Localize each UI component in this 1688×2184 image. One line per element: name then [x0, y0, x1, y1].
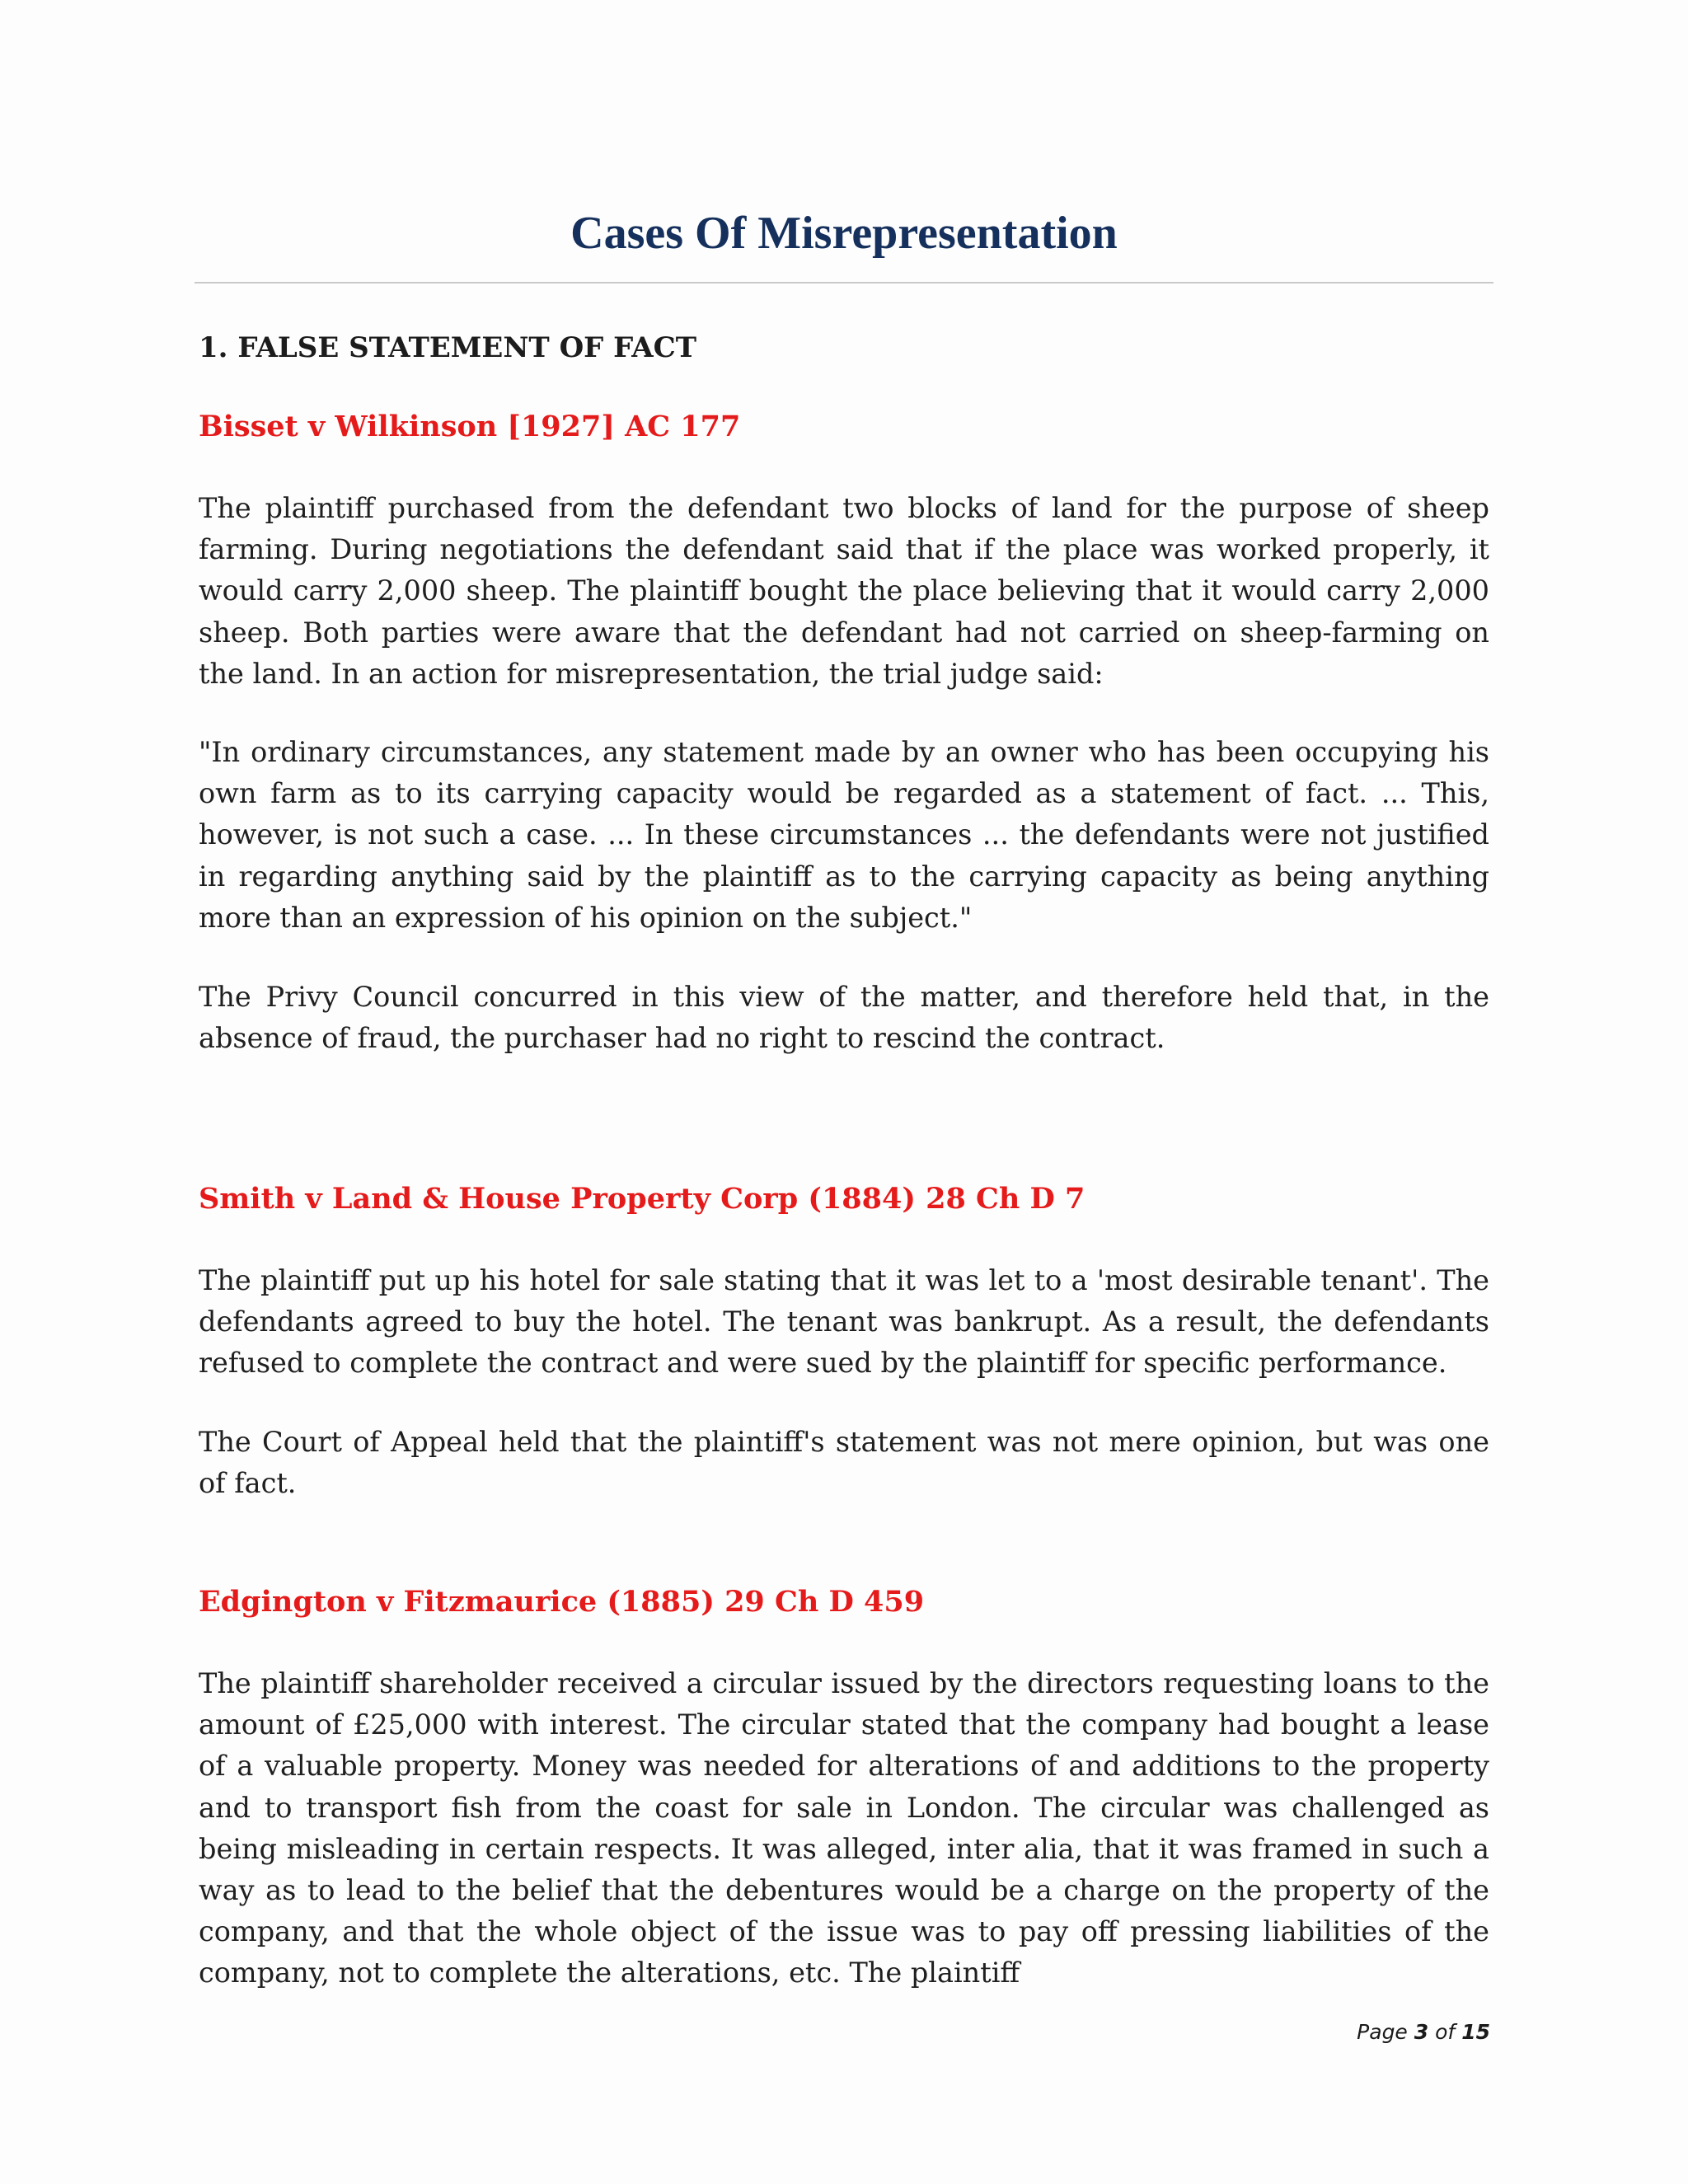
case-paragraph: The Privy Council concurred in this view of the matter, and therefore held that, in the absence of fraud, the purchaser had no right to rescind the contract. [199, 981, 1489, 1055]
case-paragraph: The Court of Appeal held that the plaintiff's statement was not mere opinion, but was one of fact. [199, 1426, 1489, 1500]
case-heading-edgington: Edgington v Fitzmaurice (1885) 29 Ch D 459 [199, 1585, 925, 1619]
page-footer [1357, 2018, 1490, 2047]
case-heading-smith: Smith v Land & House Property Corp (1884) 28 Ch D 7 [199, 1182, 1085, 1216]
title-divider [195, 282, 1493, 284]
section-heading: 1. FALSE STATEMENT OF FACT [199, 331, 697, 364]
case-paragraph: The plaintiff put up his hotel for sale stating that it was let to a 'most desirable tenant'. The defendants agreed to buy the hotel. The tenant was bankrupt. As a result, the defendants refused to complete the contract and were sued by the plaintiff for specific performance. [199, 1264, 1489, 1380]
footer-page-number: 3 [1414, 2020, 1429, 2044]
case-heading-bisset: Bisset v Wilkinson [1927] AC 177 [199, 410, 741, 443]
footer-of-word: of [1435, 2020, 1456, 2044]
quote-paragraph: "In ordinary circumstances, any statement made by an owner who has been occupying his own farm as to its carrying capacity would be regarded as a statement of fact. ... This, however, is not such a case. ... In these circumstances ... the defendants were not justified in regarding anything said by the plaintiff as to the carrying capacity as being anything more than an expression of his opinion on the subject." [199, 736, 1489, 934]
page-title: Cases Of Misrepresentation [570, 208, 1118, 259]
case-paragraph: The plaintiff purchased from the defendant two blocks of land for the purpose of sheep farming. During negotiations the defendant said that if the place was worked properly, it would carry 2,000 sheep. The plaintiff bought the place believing that it would carry 2,000 sheep. Both parties were aware that the defendant had not carried on sheep-farming on the land. In an action for misrepresentation, the trial judge said: [199, 492, 1489, 690]
footer-page-word: Page [1357, 2020, 1408, 2044]
case-paragraph: The plaintiff shareholder received a circular issued by the directors requesting loans to the amount of £25,000 with interest. The circular stated that the company had bought a lease of a valuable property. Money was needed for alterations of and additions to the property and to transport fish from the coast for sale in London. The circular was challenged as being misleading in certain respects. It was alleged, inter alia, that it was framed in such a way as to lead to the belief that the debentures would be a charge on the property of the company, and that the whole object of the issue was to pay off pressing liabilities of the company, not to complete the alterations, etc. The plaintiff [199, 1667, 1489, 1990]
footer-total-pages: 15 [1461, 2020, 1490, 2044]
